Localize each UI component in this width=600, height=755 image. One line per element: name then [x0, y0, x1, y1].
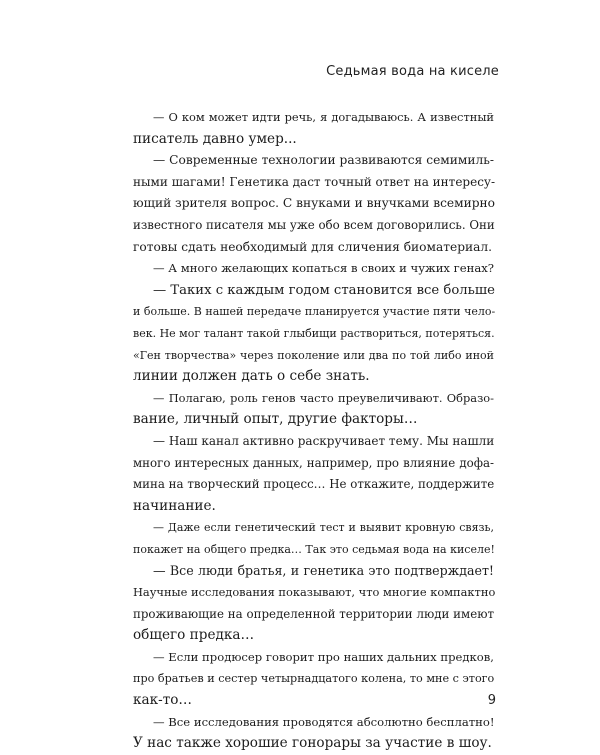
text-line: — Наш канал активно раскручивает тему. Мы нашли	[153, 433, 495, 448]
text-line: линии должен дать о себе знать.	[133, 368, 370, 385]
running-header: Седьмая вода на киселе	[326, 64, 499, 79]
text-line: «Ген творчества» через поколение или два по той либо иной	[133, 348, 494, 362]
text-line: как-то…	[133, 692, 192, 709]
text-line: вание, личный опыт, другие факторы…	[133, 411, 418, 428]
text-line: про братьев и сестер четырнадцатого колена, то мне с этого	[133, 672, 495, 686]
text-line: писатель давно умер...	[133, 130, 297, 147]
text-line: — А много желающих копаться в своих и чужих генах?	[153, 261, 494, 276]
text-line: У нас также хорошие гонорары за участие в шоу.	[133, 735, 492, 752]
text-line: готовы сдать необходимый для сличения биоматериал.	[133, 239, 492, 254]
text-line: ными шагами! Генетика даст точный ответ на интересу-	[133, 174, 496, 189]
body-text	[133, 107, 494, 755]
text-line: — Полагаю, роль генов часто преувеличивают. Образо-	[153, 390, 494, 405]
text-line: и больше. В нашей передаче планируется участие пяти чело-	[133, 305, 496, 319]
text-line: — Даже если генетический тест и выявит кровную связь,	[153, 521, 494, 535]
text-line: проживающие на определенной территории люди имеют	[133, 606, 494, 621]
text-line: мина на творческий процесс… Не откажите, поддержите	[133, 477, 495, 492]
text-line: Научные исследования показывают, что многие компактно	[133, 585, 496, 600]
text-line: общего предка…	[133, 627, 255, 644]
text-line: покажет на общего предка… Так это седьмая вода на киселе!	[133, 542, 495, 556]
text-line: ющий зрителя вопрос. С внуками и внучками всемирно	[133, 196, 495, 211]
text-line: известного писателя мы уже обо всем договорились. Они	[133, 217, 495, 232]
text-line: много интересных данных, например, про влияние дофа-	[133, 455, 494, 470]
text-line: — Все исследования проводятся абсолютно бесплатно!	[153, 714, 495, 729]
page-number: 9	[487, 693, 496, 708]
text-line: — Таких с каждым годом становится все больше	[153, 282, 495, 298]
text-line: начинание.	[133, 497, 216, 514]
text-line: — Если продюсер говорит про наших дальних предков,	[153, 649, 494, 664]
text-line: — О ком может идти речь, я догадываюсь. А известный	[153, 110, 494, 124]
text-line: — Современные технологии развиваются семимиль-	[153, 153, 494, 168]
text-line: век. Не мог талант такой глыбищи раствориться, потеряться.	[133, 326, 495, 340]
text-line: — Все люди братья, и генетика это подтверждает!	[153, 563, 494, 579]
